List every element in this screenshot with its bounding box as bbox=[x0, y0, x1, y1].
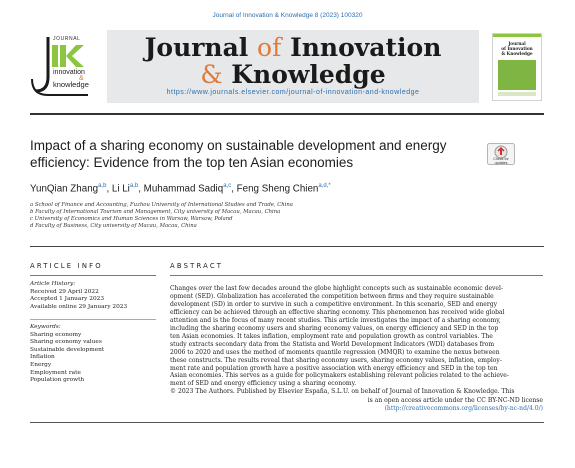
abstract-line: Asian economies. This serves as a guide for policymakers establishing relevant policies related to the achieve- bbox=[170, 372, 509, 380]
article-info-heading: ARTICLE INFO bbox=[30, 262, 103, 270]
abstract-line: these constructs. The results reveal that sharing economy users, sharing economy values, inflation, employ- bbox=[170, 356, 502, 364]
author-link[interactable]: Feng Sheng Chien bbox=[236, 183, 319, 195]
logo-word-amp: & bbox=[79, 75, 84, 82]
history-rule bbox=[30, 319, 156, 320]
jik-logo-graphic bbox=[30, 33, 92, 99]
copyright-line: © 2023 The Authors. Published by Elsevier España, S.L.U. on behalf of Journal of Innovation & Knowledge. This bbox=[170, 388, 515, 396]
abstract-line: opment (SED). Globalization has accelerated the competition between firms and they require sustainable bbox=[170, 292, 494, 300]
header-rule bbox=[30, 113, 544, 115]
abstract-line: ment of SED and energy efficiency using a sharing economy. bbox=[170, 380, 357, 388]
history-item: Received 29 April 2022 bbox=[30, 288, 99, 295]
article-history bbox=[30, 281, 155, 311]
journal-title-line2: & Knowledge bbox=[200, 60, 386, 89]
cover-footer-bar bbox=[498, 92, 536, 96]
license-link[interactable] bbox=[170, 405, 543, 413]
history-item: Available online 29 January 2023 bbox=[30, 303, 128, 310]
abstract-heading: ABSTRACT bbox=[170, 262, 224, 270]
keyword-item: Inflation bbox=[30, 354, 55, 361]
abstract-line: ment rate and population growth have a positive association with energy efficiency and SED in the top ten bbox=[170, 364, 498, 372]
author-list: YunQian Zhang$^{a,b}$, Li Li$^{a,b}$, Muhammad Sadiq$^{a,c}$, Feng Sheng Chien$^{a,d,*}$ bbox=[30, 183, 331, 195]
keyword-item: Sharing economy bbox=[30, 331, 82, 338]
check-for-updates-badge[interactable] bbox=[487, 143, 515, 171]
author-affiliation-marker[interactable]: a,b bbox=[129, 183, 139, 189]
license-url[interactable]: (http://creativecommons.org/licenses/by-nc-nd/4.0/) bbox=[384, 405, 543, 412]
cover-title-line1: Journal bbox=[508, 41, 526, 46]
journal-title-of: of bbox=[257, 33, 282, 62]
keyword-item: Sustainable development bbox=[30, 346, 105, 353]
affiliation-item: b Faculty of International Tourism and Management, City university of Macau, Macau, China bbox=[30, 209, 281, 215]
author-link[interactable]: Li Li bbox=[111, 183, 130, 195]
affiliation-item: c University of Economics and Human Sciences in Warsaw, Warsaw, Poland bbox=[30, 216, 233, 222]
keyword-item: Sharing economy values bbox=[30, 339, 102, 346]
journal-citation-link[interactable]: Journal of Innovation & Knowledge 8 (2023) 100320 bbox=[212, 12, 363, 19]
abstract-line: ten Asian economies. It takes inflation, employment rate and population growth as control variables. The bbox=[170, 332, 493, 340]
author-affiliation-marker[interactable]: a,d,* bbox=[318, 183, 331, 189]
logo-word-knowledge: knowledge bbox=[53, 80, 89, 89]
abstract-line: Changes over the last few decades around the globe highlight concepts such as sustainable economic devel- bbox=[170, 285, 503, 292]
abstract-line: 2006 to 2020 and uses the method of moments quantile regression (MMQR) to examine the nexus between bbox=[170, 348, 500, 356]
journal-logo bbox=[30, 33, 92, 99]
affiliation-rule bbox=[30, 246, 544, 247]
affiliation-item: a School of Finance and Accounting, Fuzhou University of International Studies and Trade, China bbox=[30, 202, 293, 208]
abstract-line: study extracts secondary data from the Statista and World Development Indicators (WDI) databases from bbox=[170, 340, 495, 348]
article-title-line2: efficiency: Evidence from the top ten Asian economies bbox=[30, 155, 354, 170]
badge-label-line1: Check for bbox=[493, 157, 509, 161]
article-title-line1: Impact of a sharing economy on sustainable development and energy bbox=[30, 138, 447, 153]
logo-word-innovation: innovation bbox=[53, 69, 85, 76]
article-history-label: Article History: bbox=[30, 281, 76, 287]
cover-title-line2: of Innovation bbox=[501, 46, 533, 51]
keywords-block bbox=[30, 324, 155, 385]
keyword-item: Employment rate bbox=[30, 369, 81, 376]
keywords-label: Keywords: bbox=[30, 324, 61, 330]
journal-title-amp: & bbox=[200, 60, 223, 89]
journal-cover-thumbnail[interactable] bbox=[492, 33, 542, 101]
author-affiliation-marker[interactable]: a,c bbox=[223, 183, 232, 189]
author-affiliation-marker[interactable]: a,b bbox=[98, 183, 107, 189]
cover-title-line3: & Knowledge bbox=[501, 51, 533, 56]
abstract-rule bbox=[170, 275, 543, 276]
abstract-line: efficiency can be achieved through an effective sharing economy. This phenomenon has received wide global bbox=[170, 308, 505, 316]
article-info-rule bbox=[30, 275, 156, 276]
abstract-line: attention and is the focus of many recent studies. This article investigates the impact of a sharing economy, bbox=[170, 316, 501, 324]
abstract-line: including the sharing economy users and sharing economy values, on energy efficiency and SED in the top bbox=[170, 324, 499, 332]
abstract-body bbox=[170, 285, 543, 396]
journal-homepage-link[interactable]: https://www.journals.elsevier.com/journal-of-innovation-and-knowledge bbox=[166, 89, 420, 96]
cover-top-stripe bbox=[493, 34, 541, 37]
journal-title-line1: Journal of Innovation bbox=[144, 33, 442, 62]
cover-image-block bbox=[498, 60, 536, 90]
affiliation-item: d Faculty of Business, City university of Macau, Macau, China bbox=[30, 223, 197, 229]
author-link[interactable]: YunQian Zhang bbox=[30, 183, 99, 195]
abstract-line: development (SD) in order to survive in such a competitive environment. In this scenario, SED and energy bbox=[170, 300, 498, 308]
keyword-item: Energy bbox=[30, 361, 52, 368]
history-item: Accepted 1 January 2023 bbox=[30, 296, 105, 303]
badge-label-line2: updates bbox=[494, 161, 508, 165]
article-title bbox=[30, 137, 460, 171]
author-link[interactable]: Muhammad Sadiq bbox=[143, 183, 224, 195]
journal-title bbox=[107, 34, 479, 88]
footer-rule bbox=[30, 422, 544, 423]
keyword-item: Population growth bbox=[30, 377, 85, 384]
license-statement: is an open access article under the CC BY-NC-ND license bbox=[367, 397, 543, 404]
logo-word-journal: JOURNAL bbox=[53, 36, 81, 42]
